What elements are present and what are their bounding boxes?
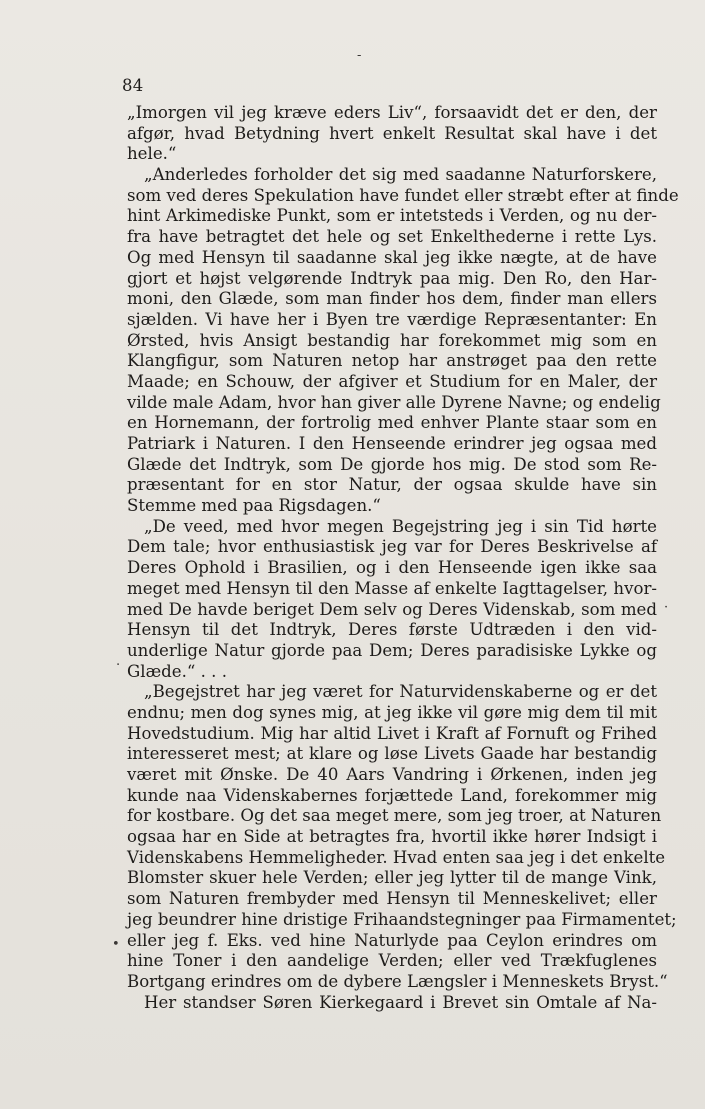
- margin-mark-bullet: •: [112, 937, 120, 952]
- text-line: med De havde beriget Dem selv og Deres Videnskab, som med: [127, 599, 657, 619]
- text-line: Hovedstudium. Mig har altid Livet i Kraft af Fornuft og Frihed: [127, 723, 657, 743]
- body-text: [127, 103, 679, 1013]
- text-line: „Anderledes forholder det sig med saadanne Naturforskere,: [144, 165, 657, 185]
- text-line: Og med Hensyn til saadanne skal jeg ikke nægte, at de have: [127, 247, 657, 267]
- text-line: Videnskabens Hemmeligheder. Hvad enten saa jeg i det enkelte: [127, 847, 666, 867]
- text-line: Maade; en Schouw, der afgiver et Studium for en Maler, der: [127, 371, 657, 391]
- text-line: afgør, hvad Betydning hvert enkelt Resultat skal have i det: [127, 123, 657, 143]
- text-line: kunde naa Videnskabernes forjættede Land, forekommer mig: [127, 785, 657, 805]
- text-line: eller jeg f. Eks. ved hine Naturlyde paa Ceylon erindres om: [127, 930, 657, 950]
- text-line: Deres Ophold i Brasilien, og i den Henseende igen ikke saa: [127, 558, 657, 578]
- text-line: præsentant for en stor Natur, der ogsaa skulde have sin: [127, 475, 657, 495]
- text-line: Glæde.“ . . .: [127, 661, 228, 681]
- text-line: en Hornemann, der fortrolig med enhver Plante staar som en: [127, 413, 657, 433]
- text-line: underlige Natur gjorde paa Dem; Deres paradisiske Lykke og: [127, 640, 657, 660]
- text-line: fra have betragtet det hele og set Enkelthederne i rette Lys.: [127, 227, 657, 247]
- text-line: moni, den Glæde, som man finder hos dem, finder man ellers: [127, 289, 657, 309]
- text-line: hine Toner i den aandelige Verden; eller ved Trækfuglenes: [127, 951, 657, 971]
- text-line: Hensyn til det Indtryk, Deres første Udtræden i den vid-: [127, 620, 657, 640]
- text-line: for kostbare. Og det saa meget mere, som jeg troer, at Naturen: [127, 806, 662, 826]
- text-line: interesseret mest; at klare og løse Livets Gaade har bestandig: [127, 744, 657, 764]
- margin-mark-dot-left: .: [116, 654, 121, 669]
- margin-mark-dash: -: [357, 48, 362, 63]
- text-line: som ved deres Spekulation have fundet eller stræbt efter at finde: [127, 185, 679, 205]
- text-line: ogsaa har en Side at betragtes fra, hvortil ikke hører Indsigt i: [127, 827, 657, 847]
- text-line: Patriark i Naturen. I den Henseende erindrer jeg ogsaa med: [127, 434, 657, 453]
- text-line: Ørsted, hvis Ansigt bestandig har forekommet mig som en: [127, 330, 657, 350]
- text-line: „De veed, med hvor megen Begejstring jeg i sin Tid hørte: [144, 516, 657, 536]
- text-line: som Naturen frembyder med Hensyn til Menneskelivet; eller: [127, 889, 657, 909]
- text-line: vilde male Adam, hvor han giver alle Dyrene Navne; og endelig: [127, 392, 661, 412]
- text-line: sjælden. Vi have her i Byen tre værdige Repræsentanter: En: [127, 309, 657, 329]
- text-line: Dem tale; hvor enthusiastisk jeg var for Deres Beskrivelse af: [127, 537, 657, 557]
- text-line: meget med Hensyn til den Masse af enkelte Iagttagelser, hvor-: [127, 578, 657, 598]
- text-line: „Begejstret har jeg været for Naturvidenskaberne og er det: [144, 682, 657, 702]
- text-line: jeg beundrer hine dristige Frihaandstegninger paa Firmamentet;: [127, 909, 677, 929]
- text-line: Stemme med paa Rigsdagen.“: [127, 496, 381, 516]
- text-line: endnu; men dog synes mig, at jeg ikke vil gøre mig dem til mit: [127, 702, 657, 722]
- text-line: Blomster skuer hele Verden; eller jeg lytter til de mange Vink,: [127, 868, 657, 888]
- text-line: hele.“: [127, 144, 177, 164]
- text-line: Her standser Søren Kierkegaard i Brevet sin Omtale af Na-: [144, 992, 657, 1012]
- text-line: Klangfigur, som Naturen netop har anstrøget paa den rette: [127, 351, 657, 371]
- page-number: 84: [122, 76, 144, 95]
- text-line: hint Arkimediske Punkt, som er intetsteds i Verden, og nu der-: [127, 206, 657, 226]
- text-line: gjort et højst velgørende Indtryk paa mig. Den Ro, den Har-: [127, 268, 657, 288]
- margin-mark-dot-right: ·: [664, 600, 669, 615]
- text-line: „Imorgen vil jeg kræve eders Liv“, forsaavidt det er den, der: [127, 103, 657, 122]
- text-line: Glæde det Indtryk, som De gjorde hos mig. De stod som Re-: [127, 454, 657, 474]
- text-line: Bortgang erindres om de dybere Længsler i Menneskets Bryst.“: [127, 971, 668, 991]
- text-line: været mit Ønske. De 40 Aars Vandring i Ørkenen, inden jeg: [127, 765, 657, 784]
